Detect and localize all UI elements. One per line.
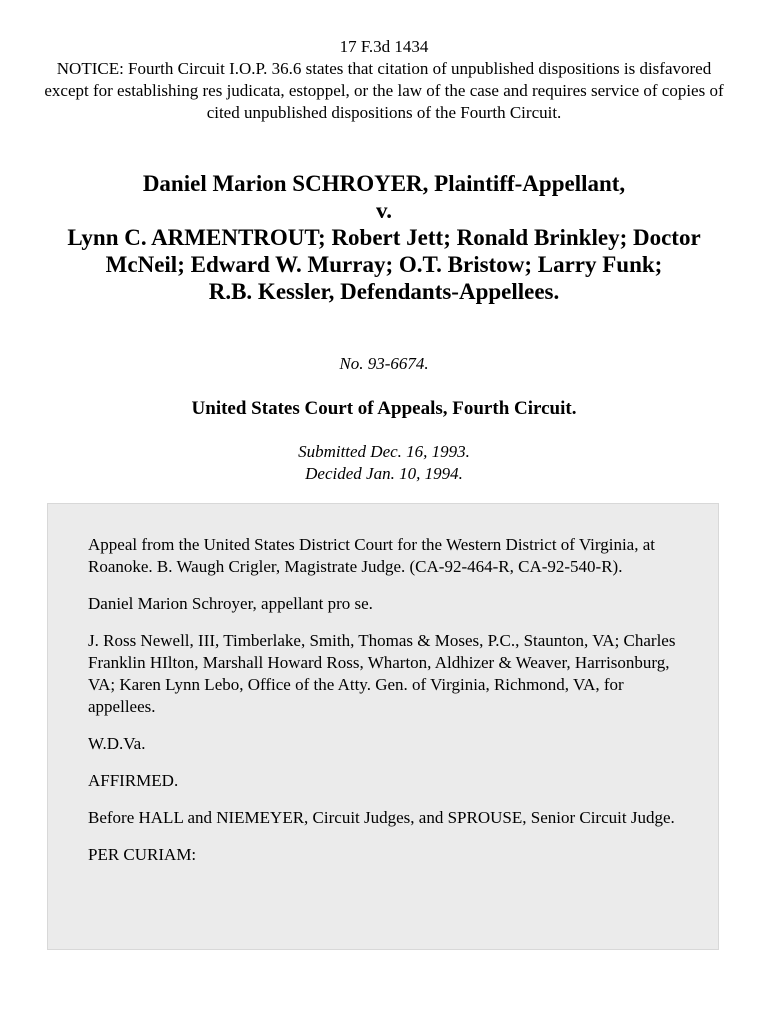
lower-court: W.D.Va. (88, 734, 146, 753)
appellant-counsel: Daniel Marion Schroyer, appellant pro se. (88, 594, 373, 613)
appellee-counsel: J. Ross Newell, III, Timberlake, Smith, Thomas & Moses, P.C., Staunton, VA; Charles Franklin HIlton, Marshall Howard Ross, Wharton, Aldhizer & Weaver, Harrisonburg, VA; Karen Lynn Lebo, Office of the Atty. Gen. of Virginia, Richmond, VA, for appellees. (88, 631, 676, 716)
case-summary-content (88, 534, 678, 881)
submitted-date: Submitted Dec. 16, 1993. (298, 442, 470, 461)
case-dates (40, 441, 728, 485)
unpublished-notice: NOTICE: Fourth Circuit I.O.P. 36.6 states that citation of unpublished dispositions is disfavored except for establishing res judicata, estoppel, or the law of the case and requires service of copies of cited unpublished dispositions of the Fourth Circuit. (44, 59, 724, 122)
case-caption (40, 170, 728, 305)
docket-number: No. 93-6674. (339, 354, 429, 373)
disposition: AFFIRMED. (88, 771, 179, 790)
citation: 17 F.3d 1434 (339, 37, 429, 56)
decided-date: Decided Jan. 10, 1994. (305, 464, 463, 483)
appeal-origin: Appeal from the United States District Court for the Western District of Virginia, at Roanoke. B. Waugh Crigler, Magistrate Judge. (CA-92-464-R, CA-92-540-R). (88, 535, 655, 576)
court-name: United States Court of Appeals, Fourth Circuit. (191, 398, 577, 419)
opinion-label: PER CURIAM: (88, 845, 197, 864)
panel: Before HALL and NIEMEYER, Circuit Judges, and SPROUSE, Senior Circuit Judge. (88, 808, 675, 827)
document-header (40, 36, 728, 124)
case-summary-box (47, 503, 719, 950)
versus-line: v. (376, 198, 392, 223)
defendants-line-1: Lynn C. ARMENTROUT; Robert Jett; Ronald Brinkley; Doctor (67, 225, 701, 250)
defendants-line-2: McNeil; Edward W. Murray; O.T. Bristow; Larry Funk; R.B. Kessler, Defendants-Appellees. (105, 252, 663, 304)
plaintiff-line: Daniel Marion SCHROYER, Plaintiff-Appellant, (142, 171, 626, 196)
